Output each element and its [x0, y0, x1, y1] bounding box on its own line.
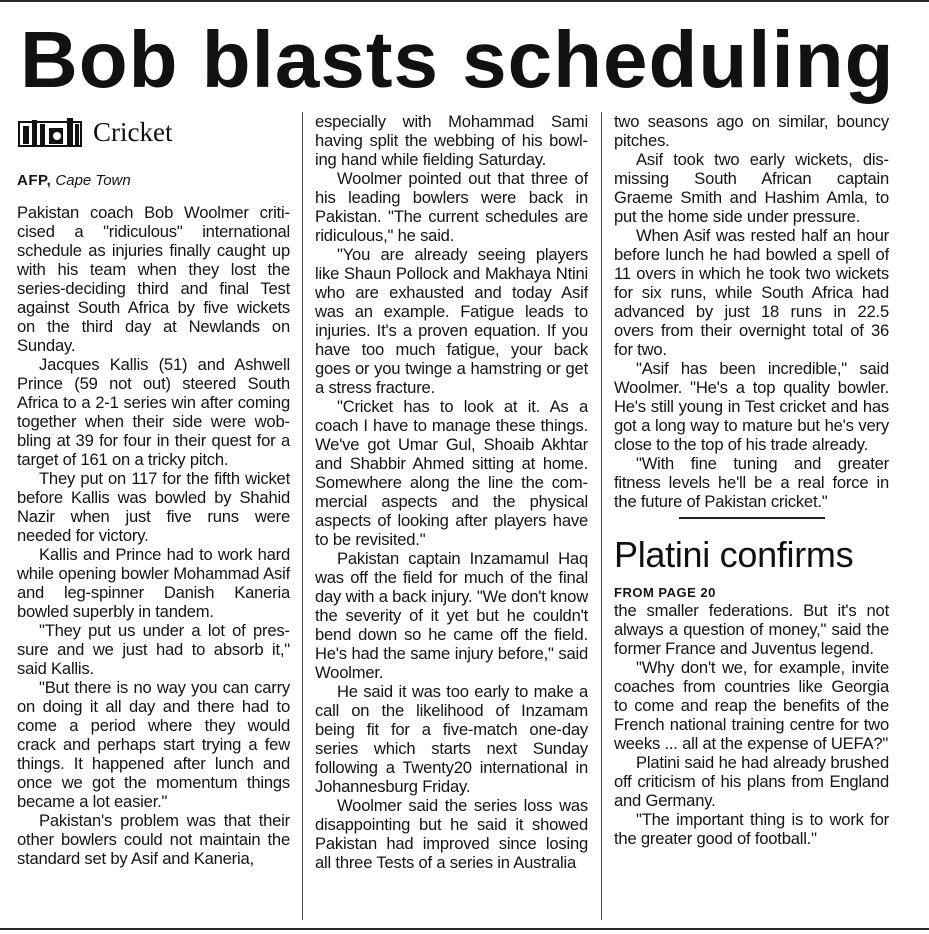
byline: [17, 172, 290, 189]
paragraph: "Cricket has to look at it. As a coach I have to manage these things. We've got Umar Gul, Shoaib Akhtar and Shabbir Ahmed sitting at home. Somewhere along the line the commercial aspects and the physical aspects of looking after players have to be revisited.": [315, 397, 588, 549]
column-2: [315, 112, 588, 922]
paragraph-continuation: two seasons ago on similar, bouncy pitches.: [614, 112, 889, 150]
column-1: [17, 112, 290, 922]
byline-agency: AFP,: [17, 172, 52, 189]
paragraph: Kallis and Prince had to work hard while opening bowler Mohammad Asif and leg-spinner Danish Kaneria bowled superbly in tandem.: [17, 545, 290, 621]
top-border: [0, 0, 929, 2]
paragraph: Asif took two early wickets, dismissing South African captain Graeme Smith and Hashim Amla, to put the home side under pressure.: [614, 150, 889, 226]
paragraph: "They put us under a lot of pressure and we just had to absorb it," said Kallis.: [17, 621, 290, 678]
paragraph: "Why don't we, for example, invite coaches from countries like Georgia to come and reap the benefits of the French national training centre for two weeks ... all at the expense of UEFA?": [614, 658, 889, 753]
byline-dateline: Cape Town: [55, 172, 131, 189]
section-name: Cricket: [93, 116, 173, 147]
paragraph: Pakistan coach Bob Woolmer criticised a "ridiculous" international schedule as injuries finally caught up with his team when they lost the series-deciding third and final Test against South Africa by five wickets on the third day at Newlands on Sunday.: [17, 203, 290, 355]
paragraph: "With fine tuning and greater fitness levels he'll be a real force in the future of Pakistan cricket.": [614, 454, 889, 511]
paragraph: Platini said he had already brushed off criticism of his plans from England and Germany.: [614, 753, 889, 810]
paragraph: Woolmer pointed out that three of his leading bowlers were back in Pakistan. "The current schedules are ridiculous," he said.: [315, 169, 588, 245]
bottom-border: [0, 928, 929, 930]
paragraph: Woolmer said the series loss was disappointing but he said it showed Pakistan had improved since losing all three Tests of a series in Australia: [315, 796, 588, 872]
story-separator: [679, 517, 825, 519]
paragraph: "Asif has been incredible," said Woolmer. "He's a top quality bowler. He's still young in Test cricket and has got a long way to mature but he's very close to the top of his trade already.: [614, 359, 889, 454]
column-rule: [302, 112, 303, 920]
column-rule: [601, 112, 602, 920]
paragraph: They put on 117 for the fifth wicket before Kallis was bowled by Shahid Nazir when just five runs were needed for victory.: [17, 469, 290, 545]
paragraph: "You are already seeing players like Shaun Pollock and Makhaya Ntini who are exhausted and today Asif was an example. Fatigue leads to injuries. It's a proven equation. If you have too much fatigue, your back goes or you twinge a hamstring or get a stress fracture.: [315, 245, 588, 397]
section-label: [17, 112, 290, 152]
headline: Bob blasts scheduling: [20, 15, 895, 104]
jump-line: FROM PAGE 20: [614, 585, 716, 600]
paragraph: "But there is no way you can carry on doing it all day and there had to come a period where they would crack and perhaps start trying a few things. It happened after lunch and once we got the momentum things became a lot easier.": [17, 678, 290, 811]
sub-headline: Platini confirms: [614, 534, 854, 575]
paragraph: Jacques Kallis (51) and Ashwell Prince (59 not out) steered South Africa to a 2-1 series win after coming together when their side were wobbling at 39 for four in their quest for a target of 161 on a tricky pitch.: [17, 355, 290, 469]
paragraph: When Asif was rested half an hour before lunch he had bowled a spell of 11 overs in which he took two wickets for six runs, while South Africa had advanced by just 18 runs in 22.5 overs from their overnight total of 36 for two.: [614, 226, 889, 359]
paragraph: Pakistan's problem was that their other bowlers could not maintain the standard set by Asif and Kaneria,: [17, 811, 290, 868]
paragraph: He said it was too early to make a call on the likelihood of Inzamam being fit for a five-match one-day series which starts next Sunday following a Twenty20 international in Johannesburg Friday.: [315, 682, 588, 796]
paragraph: Pakistan captain Inzamamul Haq was off the field for much of the final day with a back injury. "We don't know the severity of it yet but he couldn't bend down so he came off the field. He's had the same injury before," said Woolmer.: [315, 549, 588, 682]
paragraph: "The important thing is to work for the greater good of football.": [614, 810, 889, 848]
column-3: [614, 112, 889, 922]
paragraph-continuation: the smaller federations. But it's not always a question of money," said the former France and Juventus legend.: [614, 601, 889, 658]
cricket-bat-ball-icon: [17, 114, 89, 150]
paragraph-continuation: especially with Mohammad Sami having split the webbing of his bowling hand while fielding Saturday.: [315, 112, 588, 169]
